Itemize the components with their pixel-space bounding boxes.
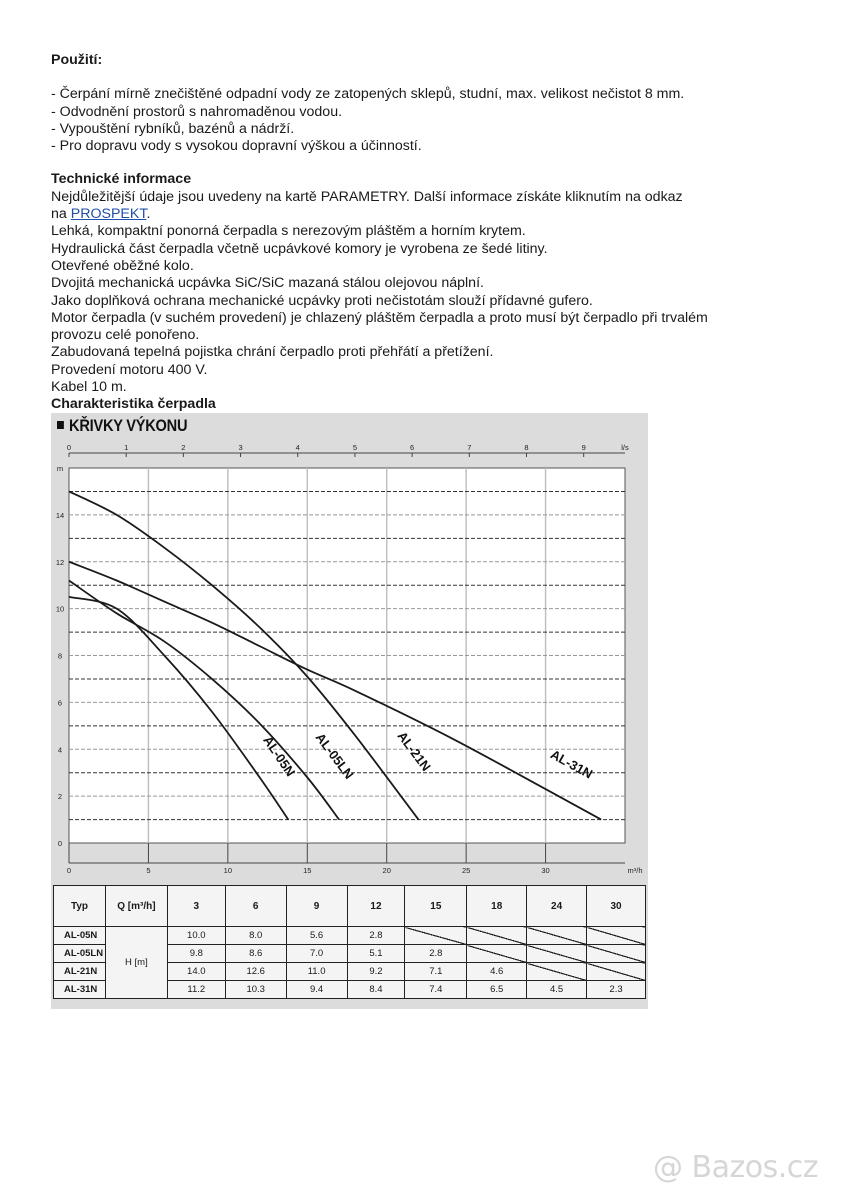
performance-table: [53, 885, 646, 999]
x2-tick-label: 5: [352, 443, 358, 452]
cell: 10.0: [167, 927, 225, 945]
usage-item: - Čerpání mírně znečištěné odpadní vody ze zatopených sklepů, studní, max. velikost nečistot 8 mm.: [51, 86, 685, 103]
usage-heading: Použití:: [51, 52, 103, 68]
x2-tick-label: 0: [66, 443, 72, 452]
cell-empty: [405, 927, 467, 945]
x2-tick-label: 8: [524, 443, 529, 452]
series-label: AL-05N: [260, 733, 299, 780]
cell: 10.3: [225, 981, 286, 999]
watermark: @ Bazos.cz: [653, 1150, 819, 1185]
y-tick-label: 10: [55, 604, 65, 614]
row-type: AL-21N: [54, 963, 106, 981]
header-q-value: 12: [347, 886, 405, 927]
cell: 9.8: [167, 945, 225, 963]
y-tick-label: 14: [55, 510, 65, 520]
x-axis-label: m³/h: [627, 866, 643, 875]
x2-tick-label: 9: [581, 443, 586, 452]
x-tick-label: 0: [66, 866, 72, 875]
header-q-value: 24: [527, 886, 587, 927]
y-tick-label: 0: [57, 839, 63, 848]
cell: 5.1: [347, 945, 405, 963]
header-q-value: 18: [467, 886, 527, 927]
cell: 11.0: [286, 963, 347, 981]
header-q: Q [m³/h]: [105, 886, 167, 927]
document-body: [51, 52, 811, 414]
tech-intro: Nejdůležitější údaje jsou uvedeny na kartě PARAMETRY. Další informace získáte kliknutím na odkaz: [51, 188, 683, 205]
x2-tick-label: 2: [181, 443, 186, 452]
tech-line: Hydraulická část čerpadla včetně ucpávkové komory je vyrobena ze šedé litiny.: [51, 240, 548, 257]
tech-line: Motor čerpadla (v suchém provedení) je chlazený pláštěm čerpadla a proto musí být čerpadlo při trvalém: [51, 309, 708, 326]
tech-line: Lehká, kompaktní ponorná čerpadla s nerezovým pláštěm a horním krytem.: [51, 223, 526, 240]
cell: 6.5: [467, 981, 527, 999]
table-header-row: [54, 886, 646, 927]
cell-empty: [467, 945, 527, 963]
y-axis-label: m: [56, 464, 64, 473]
tech-line: Jako doplňková ochrana mechanické ucpávky proti nečistotám slouží přídavné gufero.: [51, 292, 593, 309]
performance-chart: [51, 413, 648, 885]
y-tick-label: 6: [57, 698, 63, 708]
x2-tick-label: 3: [238, 443, 243, 452]
h-label: H [m]: [105, 927, 167, 999]
row-type: AL-05LN: [54, 945, 106, 963]
cell: 7.0: [286, 945, 347, 963]
cell: 8.0: [225, 927, 286, 945]
tech-heading: Technické informace: [51, 171, 192, 188]
table-row: [54, 927, 646, 945]
cell: 2.8: [405, 945, 467, 963]
cell: 14.0: [167, 963, 225, 981]
usage-item: - Vypouštění rybníků, bazénů a nádrží.: [51, 120, 295, 137]
cell: 9.4: [286, 981, 347, 999]
y-tick-label: 8: [57, 651, 63, 661]
x-tick-label: 25: [461, 866, 471, 875]
cell: 7.4: [405, 981, 467, 999]
cell-empty: [527, 963, 587, 981]
cell: 9.2: [347, 963, 405, 981]
y-tick-label: 4: [57, 745, 63, 755]
header-q-value: 15: [405, 886, 467, 927]
series-label: AL-05LN: [312, 730, 357, 782]
tech-intro-suffix: .: [146, 206, 151, 223]
cell: 12.6: [225, 963, 286, 981]
x-tick-label: 20: [382, 866, 391, 875]
tech-intro-prefix: na: [51, 206, 71, 223]
tech-line: Kabel 10 m.: [51, 379, 127, 396]
cell: 2.3: [587, 981, 646, 999]
prospekt-link[interactable]: PROSPEKT: [70, 206, 147, 223]
x-tick-label: 30: [541, 866, 550, 875]
x-tick-label: 5: [146, 866, 151, 875]
header-typ: Typ: [54, 886, 106, 927]
cell-empty: [587, 963, 646, 981]
row-type: AL-05N: [54, 927, 106, 945]
y-tick-label: 2: [57, 792, 63, 802]
usage-item: - Odvodnění prostorů s nahromaděnou vodou.: [51, 103, 343, 120]
cell: 4.6: [467, 963, 527, 981]
tech-line: Provedení motoru 400 V.: [51, 361, 208, 378]
row-type: AL-31N: [54, 981, 106, 999]
x-tick-label: 15: [303, 866, 312, 875]
cell: 11.2: [167, 981, 225, 999]
x2-tick-label: 1: [124, 443, 129, 452]
chart-title: KŘIVKY VÝKONU: [57, 416, 187, 436]
header-q-value: 6: [225, 886, 286, 927]
tech-intro-link-line: [51, 206, 811, 223]
tech-line: Zabudovaná tepelná pojistka chrání čerpadlo proti přehřátí a přetížení.: [51, 344, 494, 361]
cell-empty: [467, 927, 527, 945]
cell-empty: [527, 927, 587, 945]
tech-line: Dvojitá mechanická ucpávka SiC/SiC mazaná stálou olejovou náplní.: [51, 275, 484, 292]
cell: 5.6: [286, 927, 347, 945]
header-q-value: 3: [167, 886, 225, 927]
x-tick-label: 10: [223, 866, 233, 875]
series-label: AL-21N: [394, 728, 434, 774]
x2-tick-label: 4: [295, 443, 300, 452]
header-q-value: 9: [286, 886, 347, 927]
cell: 7.1: [405, 963, 467, 981]
x2-axis-label: l/s: [621, 443, 629, 452]
usage-item: - Pro dopravu vody s vysokou dopravní výškou a účinností.: [51, 138, 422, 155]
header-q-value: 30: [587, 886, 646, 927]
performance-figure: [51, 413, 648, 1009]
cell-empty: [587, 945, 646, 963]
x2-tick-label: 6: [410, 443, 415, 452]
cell-empty: [527, 945, 587, 963]
characteristics-heading: Charakteristika čerpadla: [51, 396, 216, 413]
cell-empty: [587, 927, 646, 945]
cell: 8.6: [225, 945, 286, 963]
cell: 4.5: [527, 981, 587, 999]
tech-line: Otevřené oběžné kolo.: [51, 257, 194, 274]
tech-line: provozu celé ponořeno.: [51, 327, 200, 344]
y-tick-label: 12: [55, 557, 65, 567]
cell: 8.4: [347, 981, 405, 999]
cell: 2.8: [347, 927, 405, 945]
x2-tick-label: 7: [467, 443, 472, 452]
series-label: AL-31N: [548, 746, 596, 782]
